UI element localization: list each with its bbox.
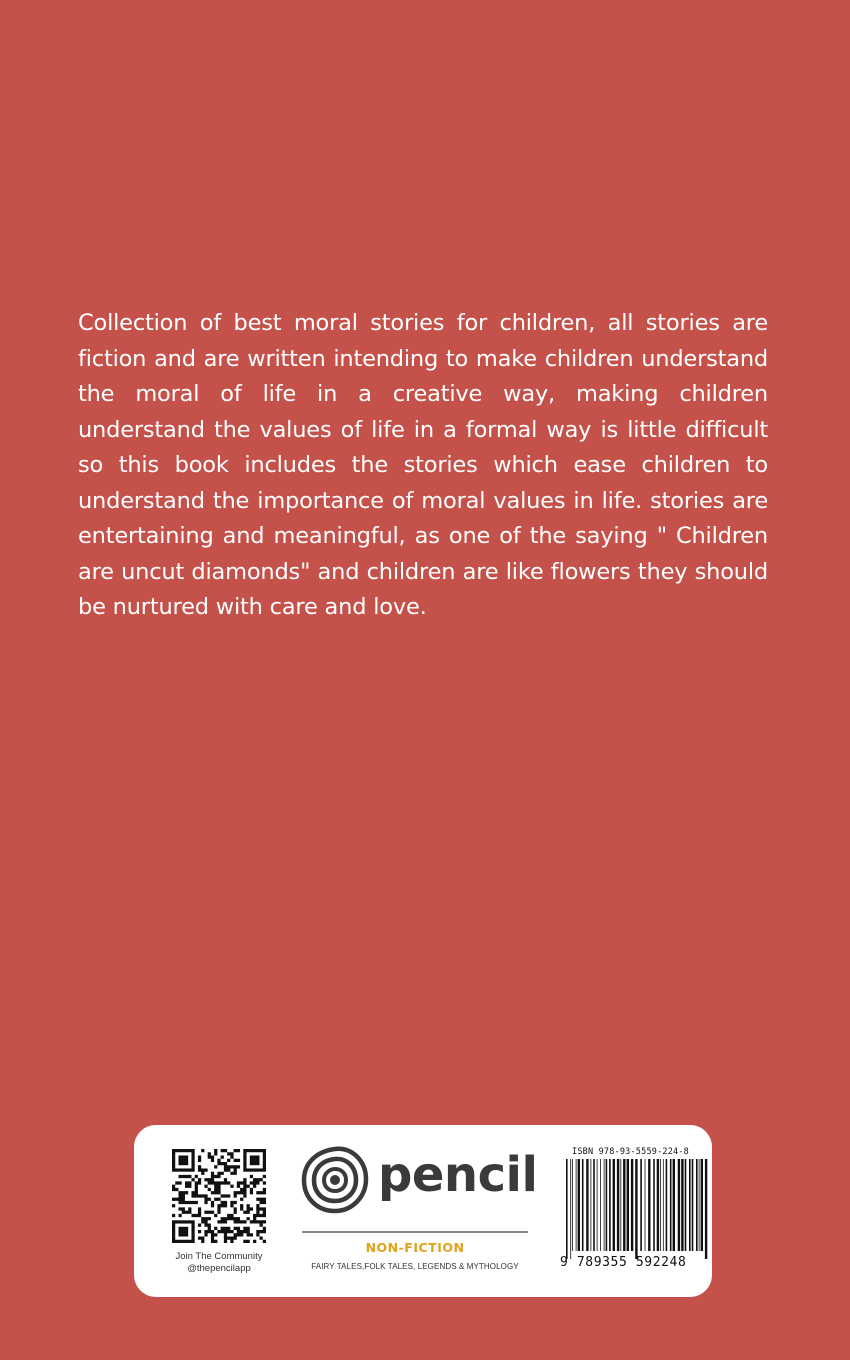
qr-code[interactable]: [172, 1149, 266, 1243]
qr-caption-line1: Join The Community: [175, 1251, 263, 1262]
qr-caption: [154, 1251, 284, 1275]
qr-caption-line2: @thepencilapp: [187, 1263, 251, 1274]
subgenre-label: FAIRY TALES,FOLK TALES, LEGENDS & MYTHOLOGY: [311, 1262, 519, 1271]
barcode: [564, 1159, 710, 1259]
divider: [302, 1231, 528, 1233]
publisher-panel: [134, 1125, 712, 1297]
pencil-logo: [300, 1145, 536, 1215]
isbn-label: ISBN 978-93-5559-224-8: [572, 1147, 689, 1157]
genre-label: NON-FICTION: [365, 1240, 465, 1255]
barcode-number: 9 789355 592248: [560, 1255, 687, 1270]
pencil-logo-icon: [300, 1145, 370, 1215]
back-cover-blurb: Collection of best moral stories for children, all stories are fiction and are written intending to make children understand the moral of life in a creative way, making children understand the values of life in a formal way is little difficult so this book includes the stories which ease children to understand the importance of moral values in life. stories are entertaining and meaningful, as one of the saying " Children are uncut diamonds" and children are like flowers they should be nurtured with care and love.: [78, 310, 768, 620]
publisher-name: pencil: [378, 1147, 538, 1203]
